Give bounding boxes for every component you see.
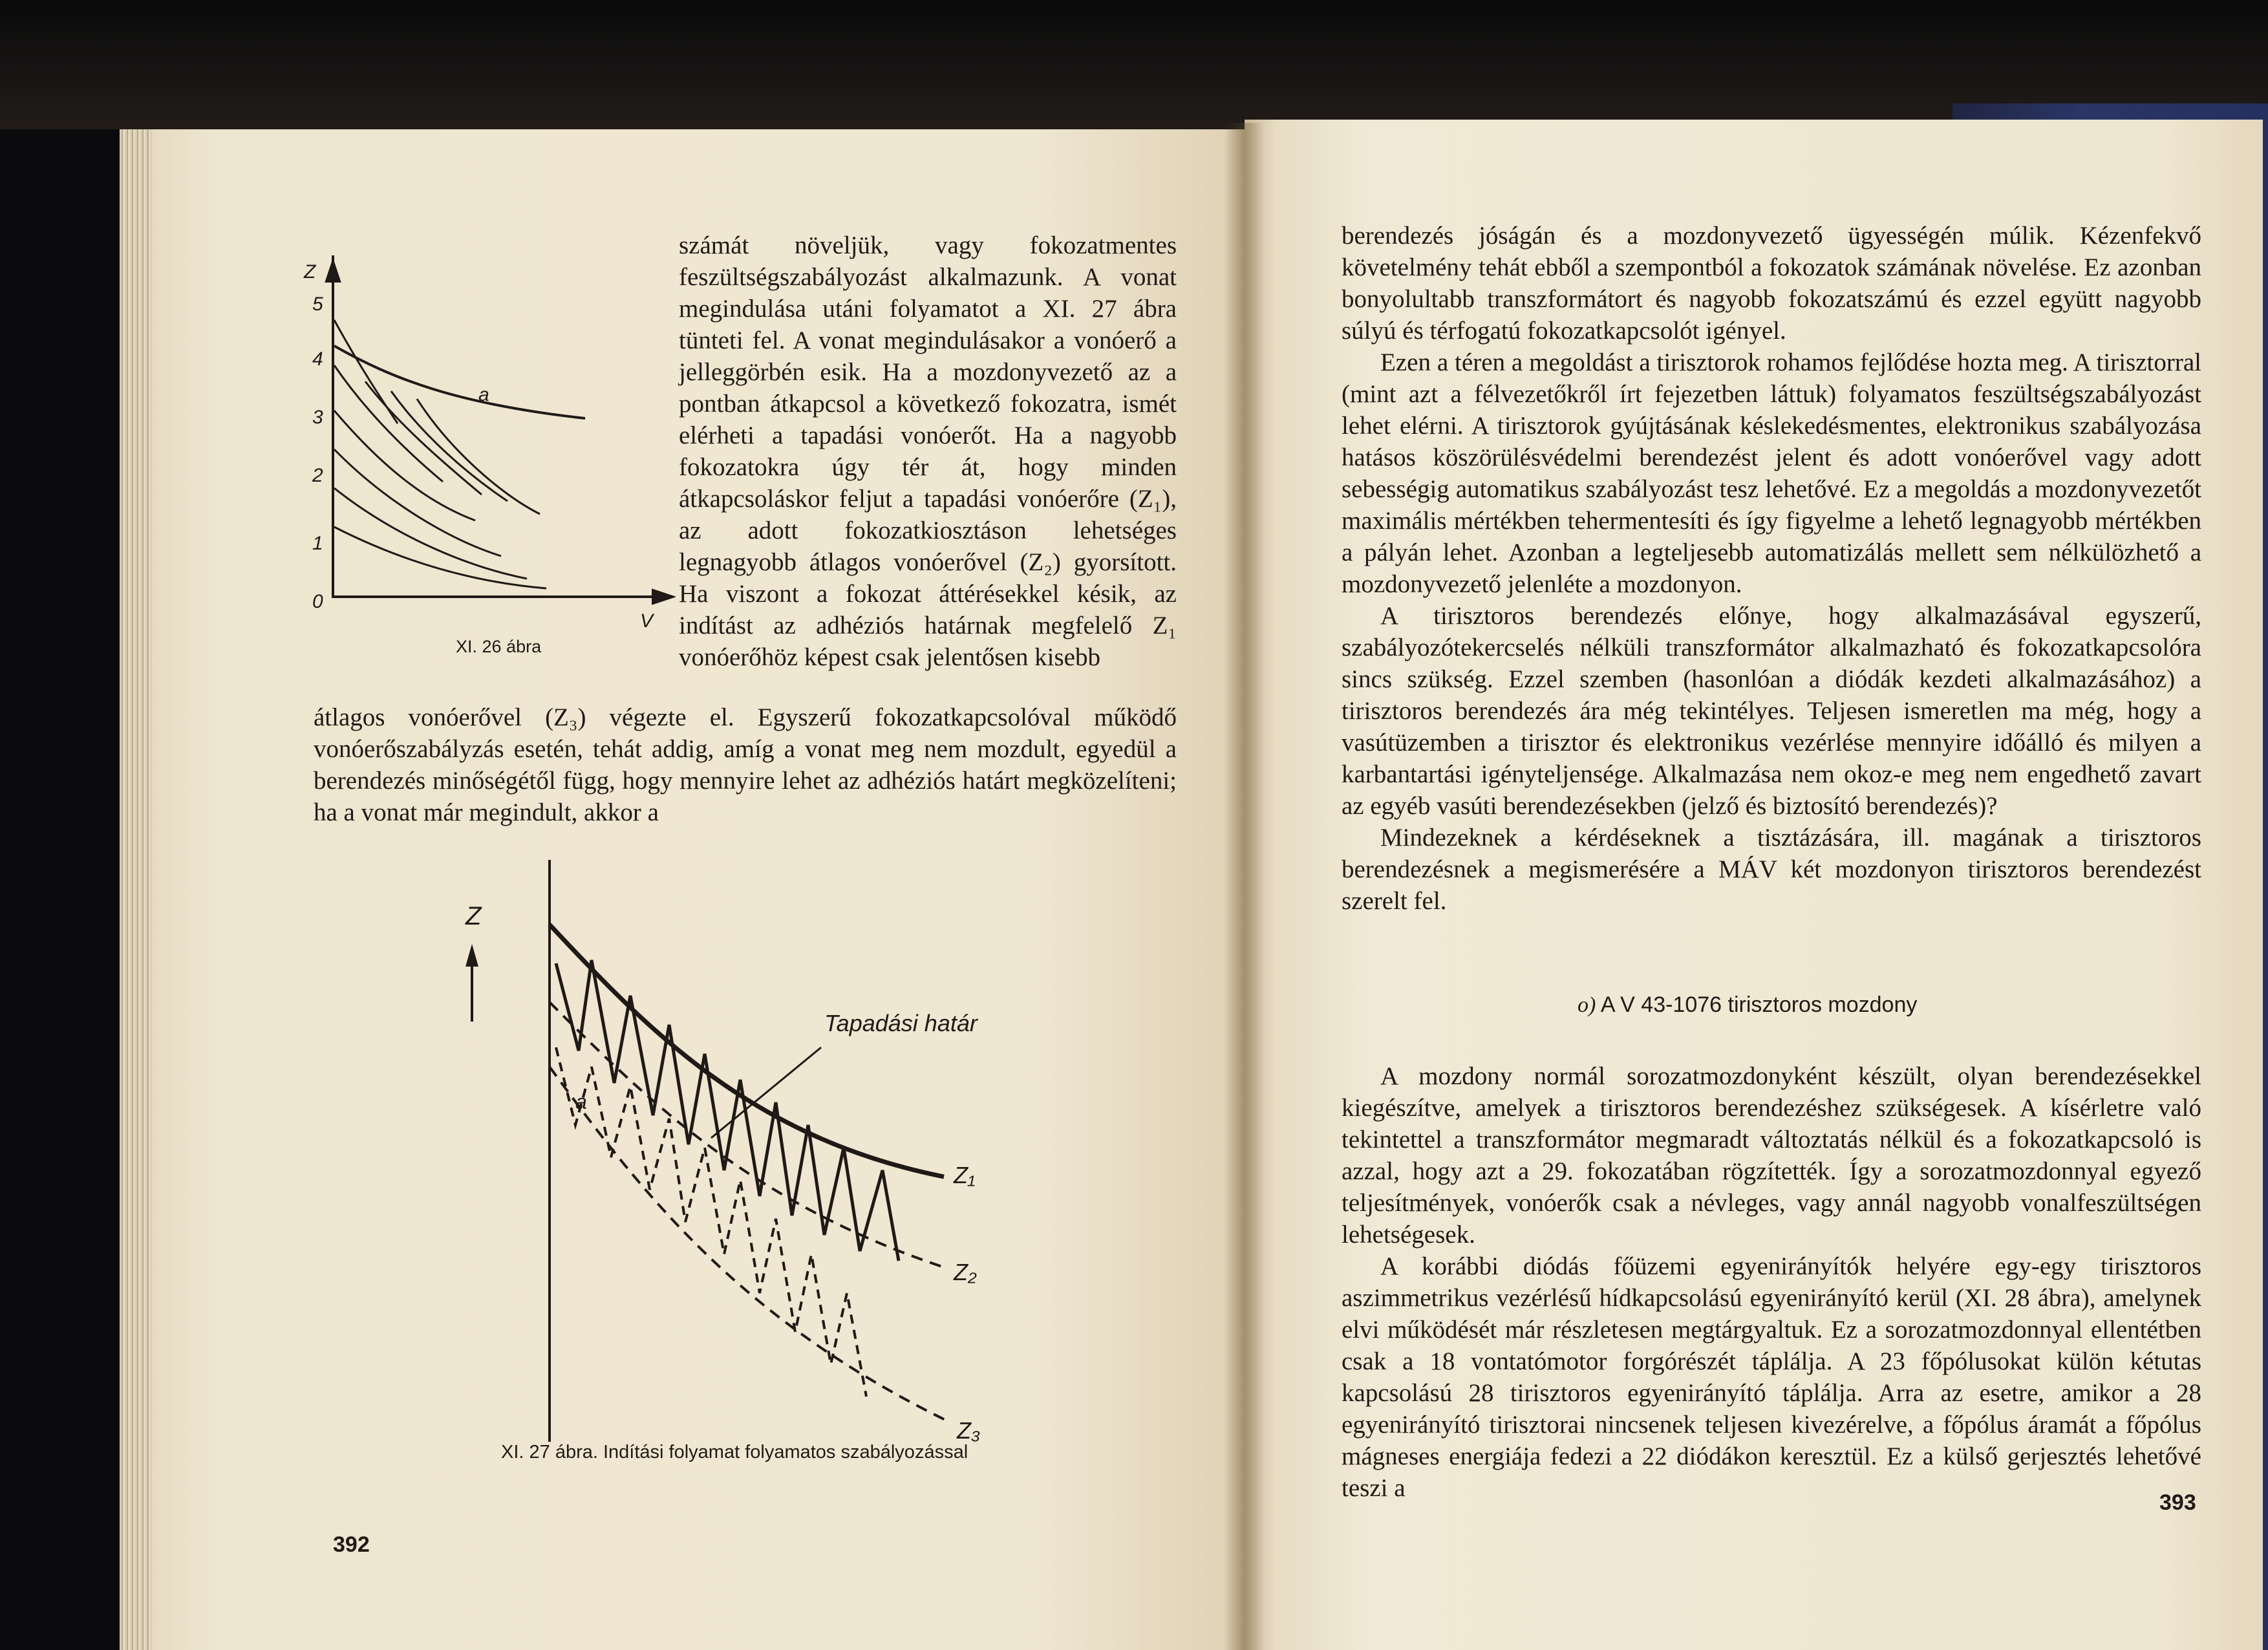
fig27-z2-label: Z₂: [954, 1259, 977, 1285]
fig27-z1-label: Z₁: [954, 1162, 976, 1188]
fig26-tick-0: 0: [312, 591, 323, 612]
fig26-tick-2: 2: [312, 465, 323, 486]
fig27-leader-line: [711, 1047, 821, 1138]
fig26-tick-3: 3: [312, 407, 323, 428]
right-paragraph-5: A mozdony normál sorozatmozdonyként készült, olyan berendezésekkel kiegészítve, amelyek a tirisztoros berendezéshez szükségesek. A kísérletre való tekintettel a transzformátor megmaradt változtatás nélkül és a fokozatkapcsoló is azzal, hogy azt a 29. fokozatában rögzítették. Így a sorozatmozdonnyal egyező teljesítmények, vonóerők csak a névleges, vagy annál nagyobb vonalfeszültségen lehetségesek.: [1342, 1062, 2201, 1248]
fig26-tick-4: 4: [312, 348, 323, 370]
fig27-point-label: a: [575, 1090, 587, 1113]
fig26-x-label: V: [640, 610, 654, 630]
section-heading-prefix: o): [1578, 993, 1596, 1017]
right-paragraph-4: Mindezeknek a kérdéseknek a tisztázására, ill. magának a tirisztoros berendezésnek a megismerésére a MÁV két mozdonyon tirisztoros berendezést szerelt fel.: [1342, 824, 2201, 915]
fig26-curve-label: a: [478, 384, 489, 405]
right-paragraph-3: A tirisztoros berendezés előnye, hogy alkalmazásával egyszerű, szabályozótekercselés nélküli transzformátor alkalmazható és fokozatkapcsolóra sincs szükség. Ezzel szemben (hasonlóan a diódák kezdeti alkalmazásához) a tirisztoros berendezés ára még tekintélyes. Teljesen ismeretlen ma még, hogy a vasútüzemben a tirisztor és elektronikus vezérlése mennyire időálló és milyen a karbantartási igényteljensége. Alkalmazása nem okoz-e meg nem engedhető zavart az egyéb vasúti berendezésekben (jelző és biztosító berendezés)?: [1342, 602, 2201, 820]
scan-background: [0, 0, 2268, 129]
fig26-y-label: Z: [304, 261, 316, 283]
section-heading: [1578, 992, 1917, 1018]
fig26-caption: XI. 26 ábra: [456, 637, 542, 656]
figure-xi-26: [294, 255, 676, 630]
fig26-tick-5: 5: [312, 294, 323, 315]
fig27-z2-curve: [550, 1002, 944, 1267]
right-paragraph-1: berendezés jóságán és a mozdonyvezető ügyességén múlik. Kézenfekvő követelmény tehát ebből a szempontból a fokozatok számának növelése. Ez azonban bonyolultabb transzformátort és nagyobb fokozatszámú és ezzel együtt nagyobb súlyú és térfogatú fokozatkapcsolót igényel.: [1342, 222, 2201, 345]
left-column-text: [679, 230, 1177, 673]
right-paragraph-2: Ezen a téren a megoldást a tirisztorok rohamos fejlődése hozta meg. A tirisztorral (mint azt a félvezetőkről írt fejezetben láttuk) folyamatos feszültségszabályozást lehet elérni. A tirisztorok gyújtásának késlekedésmentes, elektronikus szabályozása hatásos köszörülésvédelmi berendezést jelent és adott vonóerővel vagy adott sebességig automatikus szabályozást tesz lehetővé. Ez a megoldás a mozdonyvezetőt maximális mértékben tehermentesíti és így figyelme a lehető legnagyobb mértékben a pályán lehet. Azonban a legteljesebb automatizálás mellett sem nélkülözhető a mozdonyvezető jelenléte a mozdonyon.: [1342, 348, 2201, 598]
fig27-boundary-label: Tapadási határ: [824, 1010, 978, 1036]
left-page-number: 392: [333, 1532, 370, 1557]
left-column-paragraph: számát növeljük, vagy fokozatmentes feszültségszabályozást alkalmazunk. A vonat megindulása utáni folyamatot a XI. 27 ábra tünteti fel. A vonat megindulásakor a vonóerő a jelleggörbén esik. Ha a mozdonyvezető az a pontban átkapcsol a következő fokozatra, ismét elérheti a tapadási vonóerőt. Ha a nagyobb fokozatokra úgy tér át, hogy minden átkapcsoláskor feljut a tapadási vonóerőre (Z₁), az adott fokozatkiosztáson lehetséges legnagyobb átlagos vonóerővel (Z₂) gyorsított. Ha viszont a fokozat áttérésekkel késik, az indítást az adhéziós határnak megfelelő Z₁ vonóerőhöz képest csak jelentősen kisebb: [679, 231, 1177, 671]
fig26-tick-1: 1: [312, 533, 323, 554]
fig27-sawtooth-solid: [556, 960, 899, 1261]
left-full-text: [314, 702, 1177, 828]
right-text-block-1: [1342, 220, 2201, 917]
book-gutter: [1225, 123, 1264, 1650]
right-page-number: 393: [2159, 1490, 2196, 1515]
section-heading-title: A V 43-1076 tirisztoros mozdony: [1600, 992, 1918, 1017]
fig27-z3-curve: [550, 1067, 950, 1422]
right-paragraph-6: A korábbi diódás főüzemi egyenirányítók helyére egy-egy tirisztoros aszimmetrikus vezérlésű hídkapcsolású egyenirányító kerül (XI. 28 ábra), amelynek elvi működését már részletesen megtárgyaltuk. Ez a sorozatmozdonnyal ellentétben csak a 18 vontatómotor forgórészét táplálja. A 23 főpólusokat külön kétutas kapcsolású 28 tirisztoros egyenirányító táplálja. Arra az esetre, amikor a 28 egyenirányító tirisztorai nincsenek teljesen kivezérelve, a főpólus áramát a főpólus mágneses energiája fedezi a 22 diódákon keresztül. Ez a külső gerjesztés lehetővé teszi a: [1342, 1252, 2201, 1502]
left-full-paragraph: átlagos vonóerővel (Z₃) végezte el. Egyszerű fokozatkapcsolóval működő vonóerőszabályzás esetén, tehát addig, amíg a vonat meg nem mozdult, egyedül a berendezés minőségétől függ, hogy mennyire lehet az adhéziós határt megközelíteni; ha a vonat már megindult, akkor a: [314, 703, 1177, 826]
fig26-step-curves: [334, 320, 546, 588]
fig27-caption: XI. 27 ábra. Indítási folyamat folyamatos szabályozással: [501, 1442, 968, 1462]
right-text-block-2: [1342, 1060, 2201, 1504]
fig27-z3-label: Z₃: [957, 1417, 981, 1444]
fig27-y-label: Z: [465, 902, 482, 930]
figure-xi-27: [453, 853, 1034, 1461]
